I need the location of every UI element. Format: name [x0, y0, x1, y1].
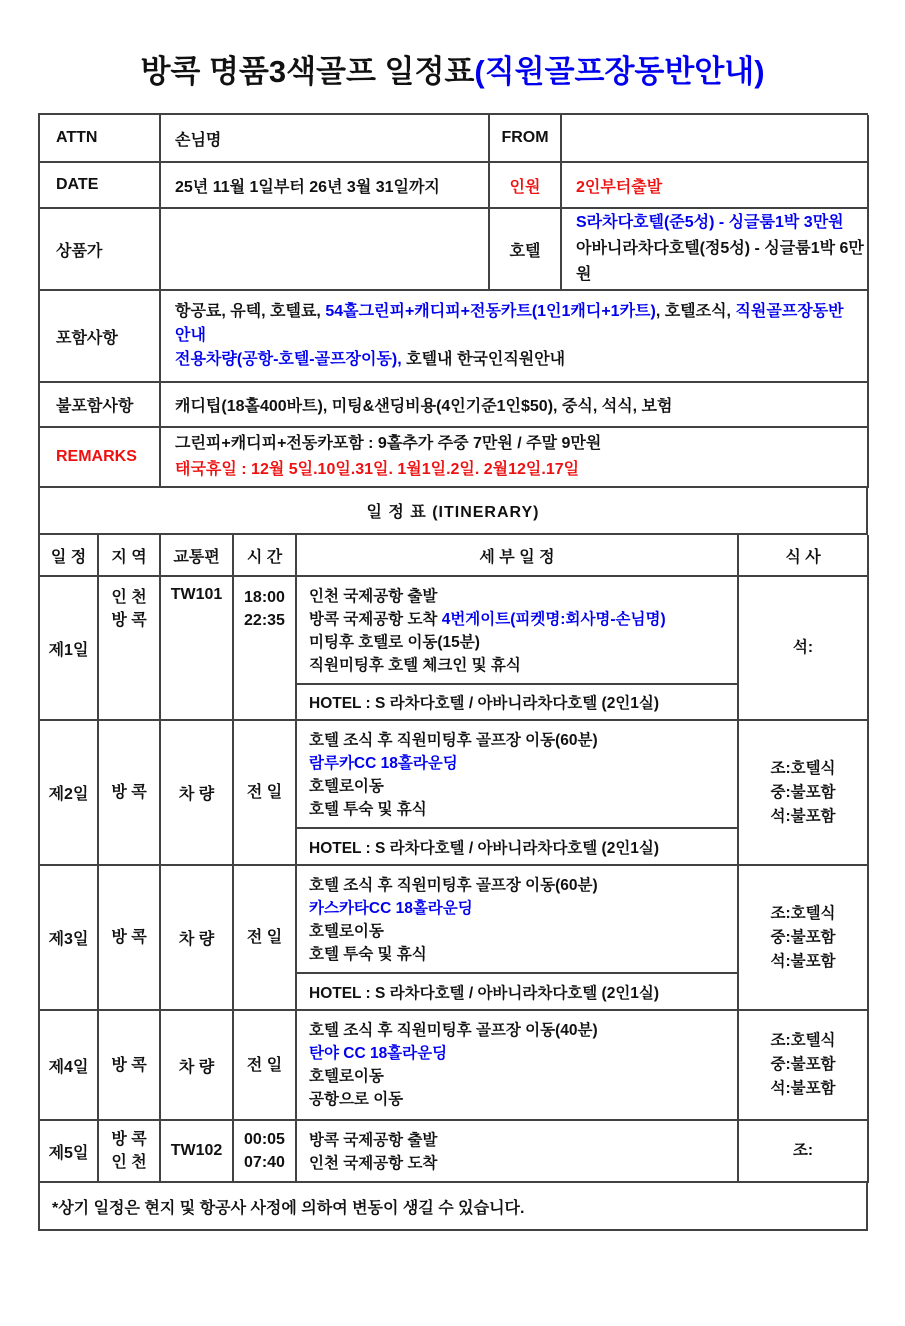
text-segment: 탄야 CC 18홀라운딩 — [309, 1045, 448, 1062]
info-table — [40, 115, 869, 488]
meal-line: 석:불포함 — [770, 952, 836, 970]
text-segment: 방콕 국제공항 도착 — [309, 611, 442, 628]
time-line: 전 일 — [246, 1056, 283, 1074]
region-line: 방 콕 — [111, 784, 147, 801]
text-segment: 호텔 조식 후 직원미팅후 골프장 이동(60분) — [309, 877, 598, 894]
region-line: 방 콕 — [111, 1056, 147, 1074]
text-segment: 호텔 조식 후 직원미팅후 골프장 이동(60분) — [309, 732, 598, 749]
region-cell — [98, 576, 160, 720]
date-row — [40, 162, 868, 208]
detail-line — [309, 943, 729, 966]
exclude-row — [40, 382, 868, 427]
hotel-option-2: 아바니라차다호텔(정5성) - 싱글룸1박 6만원 — [576, 240, 864, 283]
text-segment: 카스카타CC 18홀라운딩 — [309, 900, 473, 917]
detail-line — [309, 1019, 729, 1042]
page-title — [0, 46, 905, 91]
time-line: 22:35 — [244, 612, 285, 629]
details-cell — [296, 1010, 738, 1120]
remarks-row — [40, 427, 868, 487]
col-header-details: 세 부 일 정 — [296, 535, 738, 576]
text-segment: 4번게이트(피켓명:회사명-손님명) — [441, 611, 666, 628]
meals-block — [770, 757, 835, 829]
itinerary-day-row — [40, 720, 868, 828]
time-cell — [233, 865, 296, 1010]
pax-value: 2인부터출발 — [561, 162, 868, 208]
itinerary-day-row — [40, 865, 868, 973]
hotel-cell: HOTEL : S 라차다호텔 / 아바니라차다호텔 (2인1실) — [296, 828, 738, 865]
region-cell — [98, 720, 160, 865]
meals-cell — [738, 1010, 868, 1120]
text-segment: 공항으로 이동 — [309, 1091, 404, 1108]
detail-line — [309, 752, 729, 775]
transport-cell: TW102 — [160, 1120, 233, 1182]
meal-line: 석: — [792, 639, 814, 656]
meals-cell — [738, 865, 868, 1010]
remarks-line-2: 태국휴일 : 12월 5일.10일.31일. 1월1일.2일. 2월12일.17일 — [175, 461, 580, 478]
transport-cell: 차 량 — [160, 865, 233, 1010]
date-label: DATE — [40, 162, 160, 208]
col-header-meals: 식 사 — [738, 535, 868, 576]
details-cell — [296, 720, 738, 828]
itinerary-day-row — [40, 1010, 868, 1120]
text-segment: 호텔로이동 — [309, 778, 384, 795]
time-cell — [233, 1010, 296, 1120]
text-segment: 방콕 국제공항 출발 — [309, 1132, 438, 1149]
remarks-label: REMARKS — [40, 427, 160, 487]
detail-line — [309, 1065, 729, 1088]
meals-cell — [738, 576, 868, 720]
meals-cell — [738, 720, 868, 865]
include-label: 포함사항 — [40, 290, 160, 382]
text-segment: 호텔 투숙 및 휴식 — [309, 801, 427, 818]
detail-line — [309, 897, 729, 920]
meal-line: 조:호텔식 — [770, 759, 836, 777]
text-segment: 호텔 조식 후 직원미팅후 골프장 이동(40분) — [309, 1022, 598, 1039]
text-segment: 항공료, 유텍, 호텔료, — [175, 303, 326, 320]
transport-cell: 차 량 — [160, 1010, 233, 1120]
detail-line — [309, 585, 729, 608]
region-cell — [98, 1120, 160, 1182]
region-cell — [98, 1010, 160, 1120]
hotel-label: 호텔 — [489, 208, 561, 290]
text-segment: , 호텔조식, — [655, 303, 736, 320]
footer-note: *상기 일정은 현지 및 항공사 사정에 의하여 변동이 생길 수 있습니다. — [40, 1183, 868, 1231]
page-title-blue: (직원골프장동반안내) — [474, 54, 765, 89]
time-cell — [233, 1120, 296, 1182]
exclude-value: 캐디팁(18홀400바트), 미팅&샌딩비용(4인기준1인$50), 중식, 석식, 보험 — [160, 382, 868, 427]
region-cell — [98, 865, 160, 1010]
text-segment: 호텔로이동 — [309, 923, 384, 940]
document-table — [38, 113, 868, 1231]
hotel-cell: HOTEL : S 라차다호텔 / 아바니라차다호텔 (2인1실) — [296, 973, 738, 1010]
meals-block — [770, 1029, 835, 1101]
price-value — [160, 208, 489, 290]
attn-label: ATTN — [40, 115, 160, 162]
itinerary-table — [40, 535, 869, 1183]
meals-cell — [738, 1120, 868, 1182]
text-segment: 호텔내 한국인직원안내 — [401, 351, 566, 368]
details-cell — [296, 576, 738, 684]
region-line: 인 천 — [111, 589, 147, 606]
itinerary-day-row — [40, 1120, 868, 1182]
time-cell — [233, 576, 296, 720]
time-line: 전 일 — [246, 929, 283, 946]
detail-line — [309, 1088, 729, 1111]
document-page — [0, 46, 905, 1231]
from-label: FROM — [489, 115, 561, 162]
day-cell: 제3일 — [40, 865, 98, 1010]
detail-line — [309, 654, 729, 677]
text-segment: 호텔 투숙 및 휴식 — [309, 946, 427, 963]
text-segment: 미팅후 호텔로 이동(15분) — [309, 634, 480, 651]
transport-cell: TW101 — [160, 576, 233, 720]
region-line: 방 콕 — [111, 612, 147, 629]
text-segment: 호텔로이동 — [309, 1068, 384, 1085]
meal-line: 중:불포함 — [770, 1056, 836, 1073]
time-line: 07:40 — [244, 1154, 285, 1171]
price-label: 상품가 — [40, 208, 160, 290]
time-line: 18:00 — [244, 589, 285, 606]
text-segment: 54홀그린피+캐디피+전동카트(1인1캐디+1카트) — [325, 303, 656, 320]
day-cell: 제2일 — [40, 720, 98, 865]
from-value — [561, 115, 868, 162]
col-header-day: 일 정 — [40, 535, 98, 576]
hotel-options — [561, 208, 868, 290]
details-cell — [296, 1120, 738, 1182]
region-line: 방 콕 — [111, 1131, 147, 1148]
detail-line — [309, 729, 729, 752]
hotel-cell: HOTEL : S 라차다호텔 / 아바니라차다호텔 (2인1실) — [296, 684, 738, 720]
region-line: 인 천 — [111, 1154, 147, 1171]
col-header-transport: 교통편 — [160, 535, 233, 576]
col-header-time: 시 간 — [233, 535, 296, 576]
page-title-black: 방콕 명품3색골프 일정표 — [140, 54, 475, 89]
date-value: 25년 11월 1일부터 26년 3월 31일까지 — [160, 162, 489, 208]
remarks-line-1: 그린피+캐디피+전동카포함 : 9홀추가 주중 7만원 / 주말 9만원 — [175, 435, 602, 452]
detail-line — [309, 775, 729, 798]
time-line: 00:05 — [244, 1131, 285, 1148]
include-row — [40, 290, 868, 382]
col-header-region: 지 역 — [98, 535, 160, 576]
meal-line: 조: — [792, 1142, 814, 1159]
detail-line — [309, 631, 729, 654]
detail-line — [309, 1129, 729, 1152]
itinerary-section-title: 일 정 표 (ITINERARY) — [40, 488, 868, 535]
meal-line: 조:호텔식 — [770, 904, 836, 922]
include-value — [160, 290, 868, 382]
price-row — [40, 208, 868, 290]
time-cell — [233, 720, 296, 865]
text-segment: 인천 국제공항 도착 — [309, 1155, 438, 1172]
meal-line: 조:호텔식 — [770, 1032, 836, 1049]
transport-cell: 차 량 — [160, 720, 233, 865]
detail-line — [309, 920, 729, 943]
meal-line: 중:불포함 — [770, 783, 836, 801]
meal-line: 중:불포함 — [770, 928, 836, 946]
text-segment: 람루카CC 18홀라운딩 — [309, 755, 458, 772]
time-line: 전 일 — [246, 784, 283, 801]
attn-row — [40, 115, 868, 162]
text-segment: 직원미팅후 호텔 체크인 및 휴식 — [309, 657, 521, 674]
text-segment: 직원골프장동반안내 — [175, 303, 844, 344]
day-cell: 제4일 — [40, 1010, 98, 1120]
meals-block — [770, 902, 835, 974]
detail-line — [309, 1152, 729, 1175]
attn-value: 손님명 — [160, 115, 489, 162]
meals-block — [793, 1139, 813, 1163]
itinerary-header-row — [40, 535, 868, 576]
text-segment: 인천 국제공항 출발 — [309, 588, 438, 605]
detail-line — [309, 798, 729, 821]
meals-block — [793, 636, 813, 660]
detail-line — [309, 1042, 729, 1065]
exclude-label: 불포함사항 — [40, 382, 160, 427]
hotel-option-1: S라차다호텔(준5성) - 싱글룸1박 3만원 — [576, 214, 844, 231]
detail-line — [309, 874, 729, 897]
text-segment: 전용차량(공항-호텔-골프장이동), — [175, 351, 402, 368]
day-cell: 제5일 — [40, 1120, 98, 1182]
region-line: 방 콕 — [111, 929, 147, 946]
detail-line — [309, 608, 729, 631]
day-cell: 제1일 — [40, 576, 98, 720]
itinerary-day-row — [40, 576, 868, 684]
remarks-value — [160, 427, 868, 487]
pax-label: 인원 — [489, 162, 561, 208]
details-cell — [296, 865, 738, 973]
meal-line: 석:불포함 — [770, 1080, 836, 1097]
meal-line: 석:불포함 — [770, 807, 836, 825]
